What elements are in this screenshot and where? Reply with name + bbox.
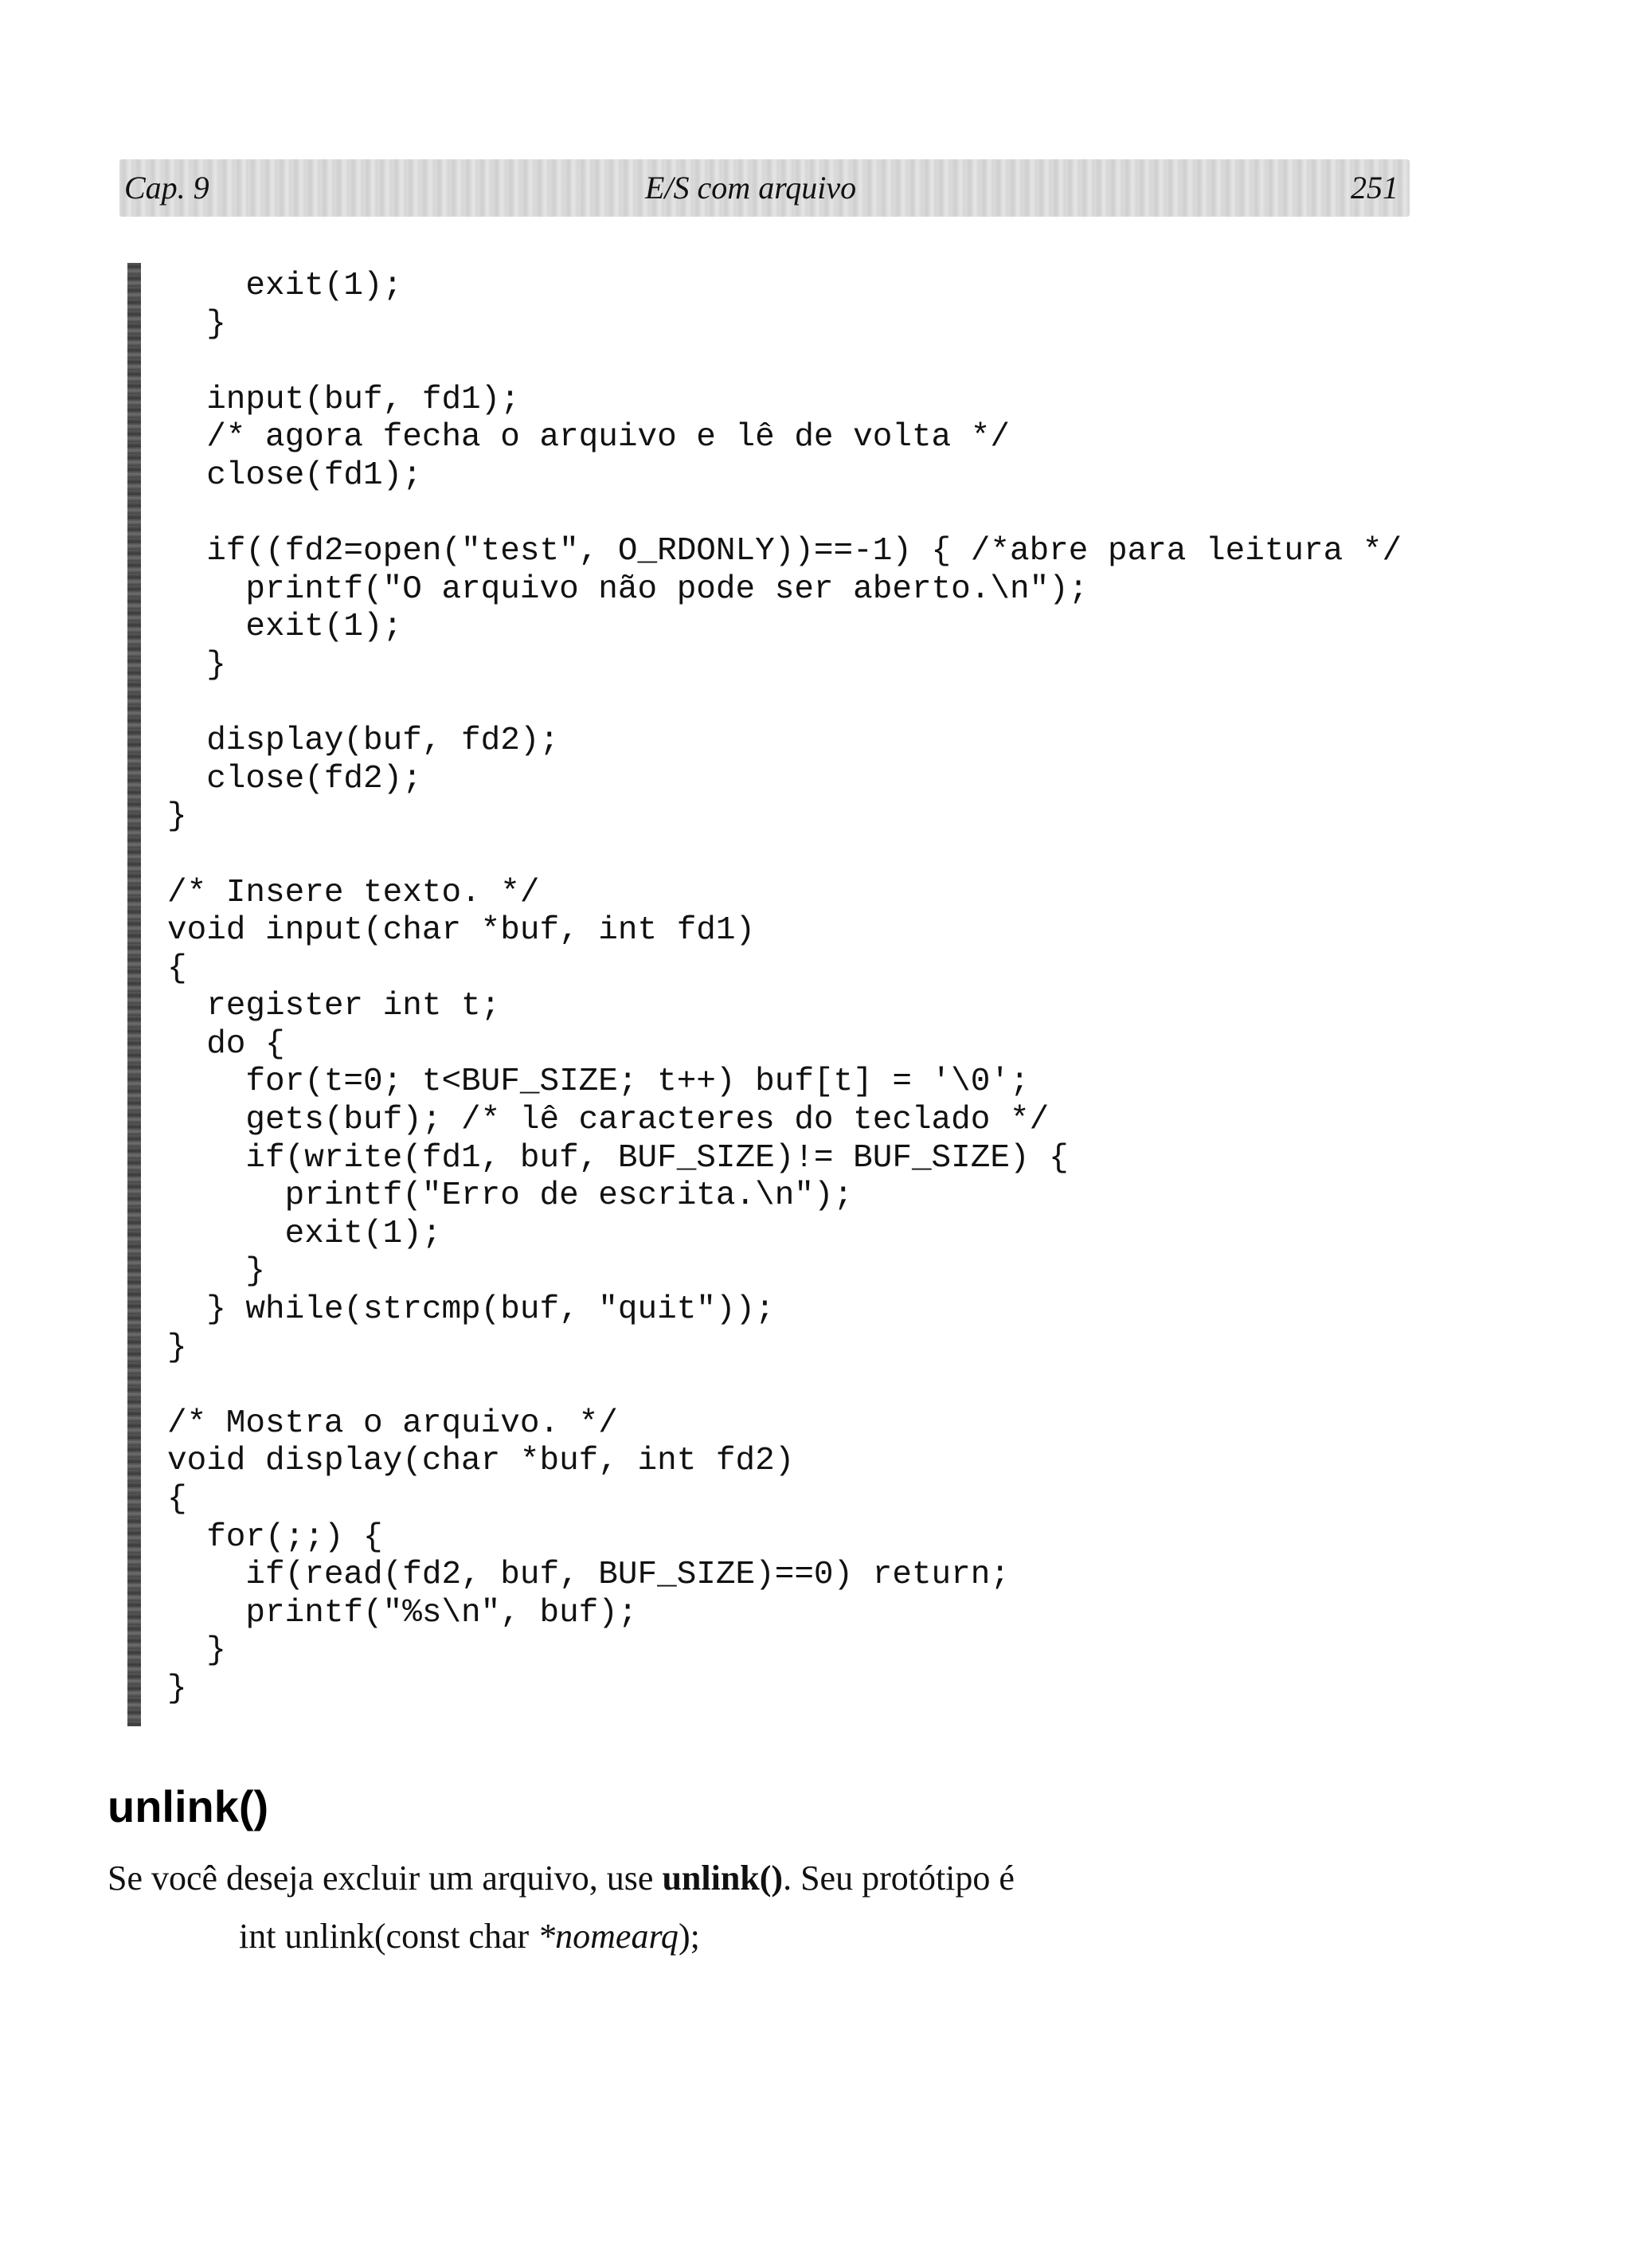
code-line [167,836,1402,875]
prototype-parameter: *nomearq [538,1917,679,1956]
code-line: if(write(fd1, buf, BUF_SIZE)!= BUF_SIZE) { [167,1139,1069,1177]
body-paragraph [108,1856,1015,1901]
code-line: } while(strcmp(buf, "quit")); [167,1291,775,1329]
code-line: for(;;) { [167,1518,383,1556]
code-line: for(t=0; t<BUF_SIZE; t++) buf[t] = '\0'; [167,1063,1030,1101]
code-listing [167,268,1402,1709]
running-header [119,159,1410,217]
code-line: gets(buf); /* lê caracteres do teclado */ [167,1102,1050,1139]
function-prototype [239,1914,700,1959]
code-line: close(fd2); [167,760,422,797]
code-line: exit(1); [167,1215,442,1252]
code-line: if((fd2=open("test", O_RDONLY))==-1) { /*abre para leitura */ [167,533,1402,570]
code-line: printf("O arquivo não pode ser aberto.\n"); [167,570,1089,608]
code-line: do { [167,1025,285,1063]
code-line: } [167,798,187,836]
page-number: 251 [1351,170,1398,206]
code-line: } [167,1632,226,1670]
code-line: if(read(fd2, buf, BUF_SIZE)==0) return; [167,1557,1010,1594]
code-line: { [167,1481,187,1518]
code-line: exit(1); [167,609,403,646]
code-line: register int t; [167,988,501,1025]
chapter-title: E/S com arquivo [645,170,857,206]
paragraph-text-start: Se você deseja excluir um arquivo, use [108,1859,663,1898]
code-line: } [167,1670,187,1707]
code-line [167,685,1402,723]
code-listing-margin-bar [127,263,141,1726]
code-line: /* agora fecha o arquivo e lê de volta */ [167,419,1010,456]
code-line: printf("Erro de escrita.\n"); [167,1177,854,1215]
code-line [167,343,1402,382]
code-line: printf("%s\n", buf); [167,1594,638,1631]
code-line: } [167,1253,266,1291]
code-line: /* Insere texto. */ [167,874,540,911]
code-line: /* Mostra o arquivo. */ [167,1404,618,1442]
code-line: } [167,646,226,684]
code-line: } [167,1329,187,1366]
code-line: } [167,305,226,343]
code-line: { [167,950,187,987]
code-line: exit(1); [167,268,403,304]
code-line: close(fd1); [167,456,422,494]
code-line: void display(char *buf, int fd2) [167,1443,795,1480]
chapter-label: Cap. 9 [124,170,209,206]
code-line [167,496,1402,534]
paragraph-text-end: . Seu protótipo é [783,1859,1015,1898]
code-line: display(buf, fd2); [167,723,560,760]
code-line: void input(char *buf, int fd1) [167,912,756,950]
prototype-text-end: ); [678,1917,700,1956]
prototype-text-start: int unlink(const char [239,1917,538,1956]
code-line: input(buf, fd1); [167,381,520,418]
section-heading: unlink() [108,1781,269,1831]
code-line [167,1367,1402,1405]
function-name: unlink() [662,1859,784,1898]
